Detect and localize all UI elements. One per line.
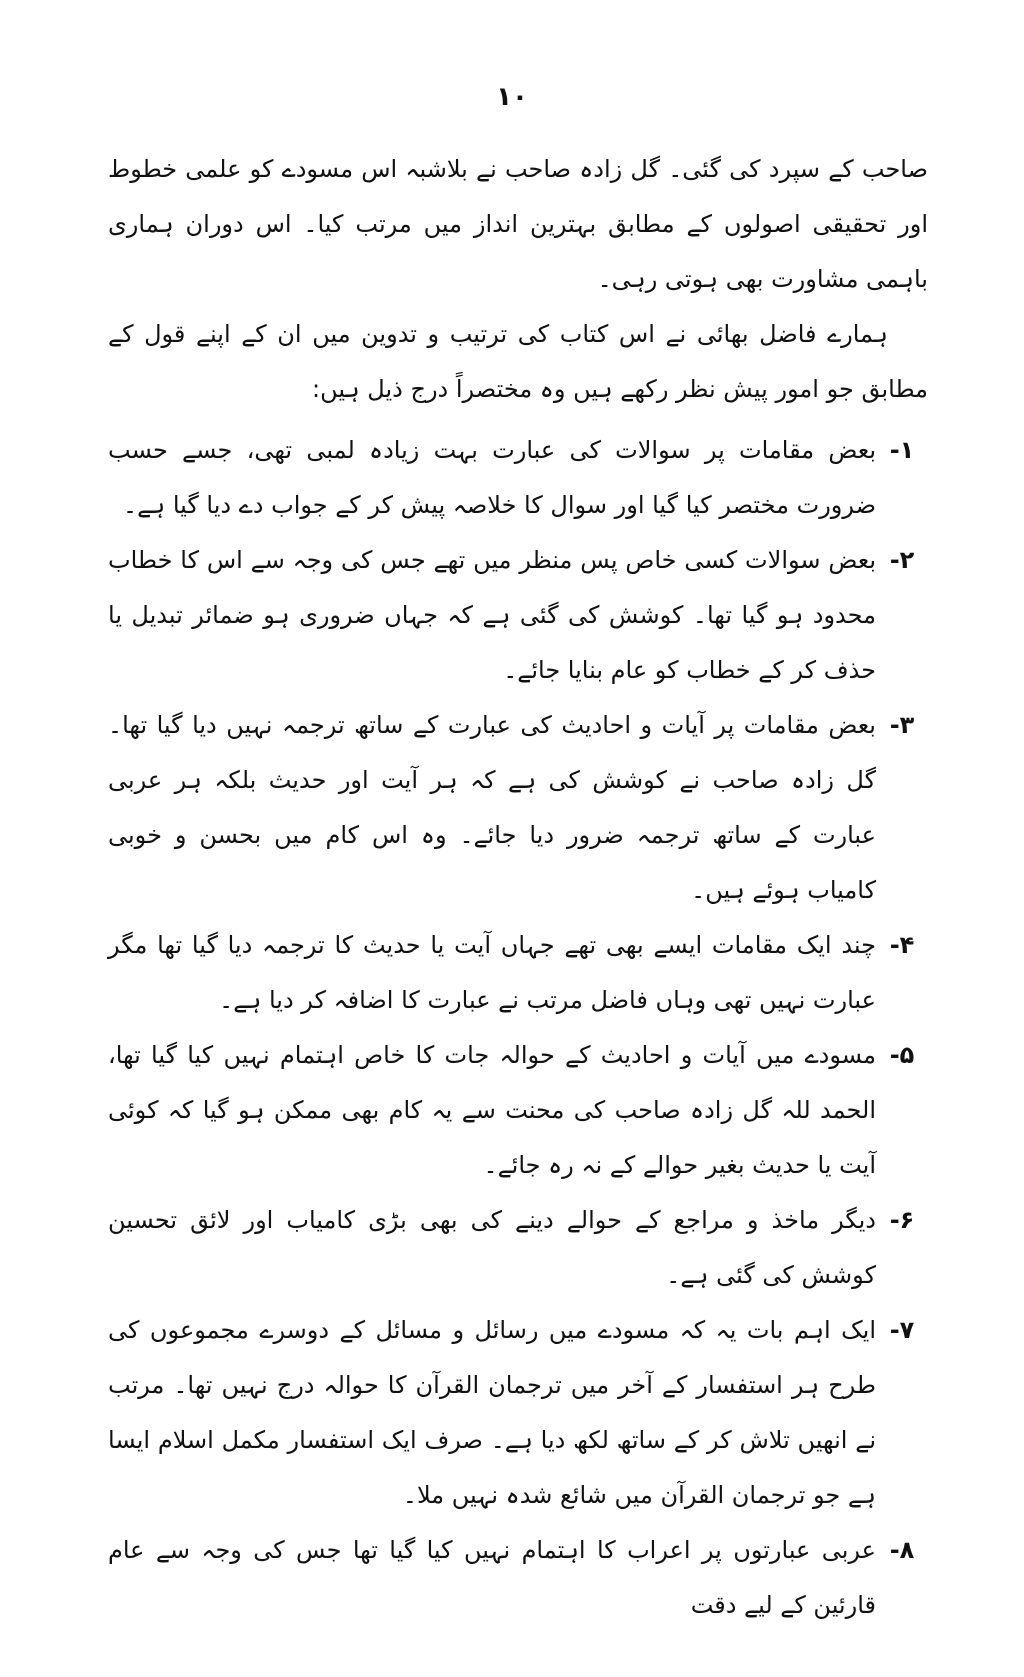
list-item-number: ۶- — [889, 1206, 915, 1234]
list-item — [108, 1193, 928, 1303]
list-item-text: بعض سوالات کسی خاص پس منظر میں تھے جس کی وجہ سے اس کا خطاب محدود ہو گیا تھا۔ کوشش کی گئی ہے کہ جہاں ضروری ہو ضمائر تبدیل یا حذف کر کے خطاب کو عام بنایا جائے۔ — [108, 546, 876, 684]
numbered-list — [108, 423, 928, 1633]
page-body — [108, 142, 928, 1633]
list-item-text: مسودے میں آیات و احادیث کے حوالہ جات کا خاص اہتمام نہیں کیا گیا تھا، الحمد للہ گل زادہ صاحب کی محنت سے یہ کام بھی ممکن ہو گیا کہ کوئی آیت یا حدیث بغیر حوالے کے نہ رہ جائے۔ — [108, 1041, 876, 1179]
list-item-number: ۷- — [889, 1316, 915, 1344]
list-item-text: بعض مقامات پر سوالات کی عبارت بہت زیادہ لمبی تھی، جسے حسب ضرورت مختصر کیا گیا اور سوال کا خلاصہ پیش کر کے جواب دے دیا گیا ہے۔ — [108, 436, 876, 519]
list-item — [108, 698, 928, 918]
list-item-number: ۴- — [889, 931, 915, 959]
list-item-number: ۲- — [889, 546, 915, 574]
list-item-number: ۸- — [889, 1536, 915, 1564]
list-item — [108, 1028, 928, 1193]
list-item-number: ۱- — [889, 436, 915, 464]
list-item-text: عربی عبارتوں پر اعراب کا اہتمام نہیں کیا گیا تھا جس کی وجہ سے عام قارئین کے لیے دقت — [108, 1536, 876, 1619]
list-item — [108, 533, 928, 698]
list-item — [108, 918, 928, 1028]
list-item-text: دیگر ماخذ و مراجع کے حوالے دینے کی بھی بڑی کامیاب اور لائق تحسین کوشش کی گئی ہے۔ — [108, 1206, 876, 1289]
list-item — [108, 1303, 928, 1523]
list-item-text: بعض مقامات پر آیات و احادیث کی عبارت کے ساتھ ترجمہ نہیں دیا گیا تھا۔ گل زادہ صاحب نے کوشش کی ہے کہ ہر آیت اور حدیث بلکہ ہر عربی عبارت کے ساتھ ترجمہ ضرور دیا جائے۔ وہ اس کام میں بحسن و خوبی کامیاب ہوئے ہیں۔ — [108, 711, 876, 904]
list-item-number: ۳- — [889, 711, 915, 739]
list-item — [108, 423, 928, 533]
list-item — [108, 1523, 928, 1633]
list-item-text: چند ایک مقامات ایسے بھی تھے جہاں آیت یا حدیث کا ترجمہ دیا گیا تھا مگر عبارت نہیں تھی وہاں فاضل مرتب نے عبارت کا اضافہ کر دیا ہے۔ — [108, 931, 876, 1014]
intro-paragraph: صاحب کے سپرد کی گئی۔ گل زادہ صاحب نے بلاشبہ اس مسودے کو علمی خطوط اور تحقیقی اصولوں کے مطابق بہترین انداز میں مرتب کیا۔ اس دوران ہماری باہمی مشاورت بھی ہوتی رہی۔ — [108, 155, 929, 293]
list-item-number: ۵- — [889, 1041, 915, 1069]
page-number: ۱۰ — [496, 82, 528, 112]
principles-intro-paragraph: ہمارے فاضل بھائی نے اس کتاب کی ترتیب و تدوین میں ان کے اپنے قول کے مطابق جو امور پیش نظر رکھے ہیں وہ مختصراً درج ذیل ہیں: — [108, 320, 928, 403]
list-item-text: ایک اہم بات یہ کہ مسودے میں رسائل و مسائل کے دوسرے مجموعوں کی طرح ہر استفسار کے آخر میں ترجمان القرآن کا حوالہ درج نہیں تھا۔ مرتب نے انھیں تلاش کر کے ساتھ لکھ دیا ہے۔ صرف ایک استفسار مکمل اسلام ایسا ہے جو ترجمان القرآن میں شائع شدہ نہیں ملا۔ — [108, 1316, 876, 1509]
